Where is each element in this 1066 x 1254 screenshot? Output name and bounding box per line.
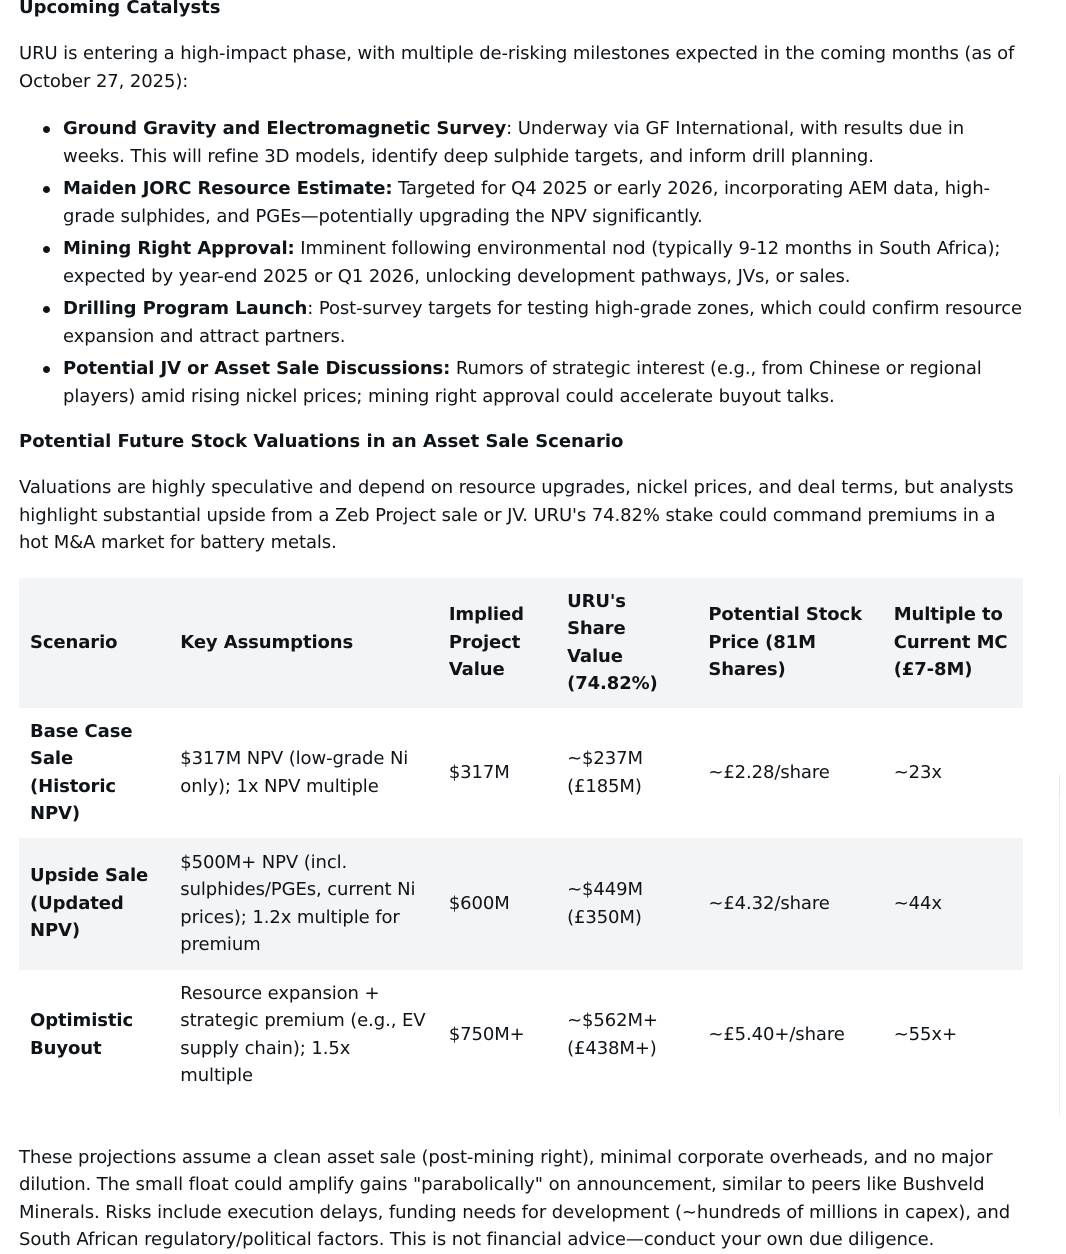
table-cell: Optimistic Buyout [30,1010,134,1059]
scroll-edge-marker [1059,797,1066,1117]
table-cell: ~£2.28/share [708,761,830,783]
table-cell: $500M+ NPV (incl. sulphides/PGEs, current Ni prices); 1.2x multiple for premium [180,851,416,955]
catalyst-label: Maiden JORC Resource Estimate: [63,178,393,199]
catalysts-heading: Upcoming Catalysts [19,0,221,18]
table-row [19,708,1023,838]
table-cell: ~$449M (£350M) [567,879,643,928]
catalyst-label: Mining Right Approval: [63,238,295,259]
table-cell: ~£4.32/share [708,892,830,914]
table-cell: $317M [448,761,510,783]
catalyst-label: Potential JV or Asset Sale Discussions: [63,358,451,379]
column-header: URU's Share Value (74.82%) [567,590,658,694]
bullet-icon [43,126,50,133]
table-cell: ~$562M+ (£438M+) [567,1010,658,1059]
column-header: Key Assumptions [180,631,354,653]
column-header: Multiple to Current MC (£7-8M) [893,604,1008,681]
catalysts-intro: URU is entering a high-impact phase, with multiple de-risking milestones expected in the coming months (as of October 27, 2025): [19,43,1015,92]
list-item [19,175,1029,230]
table-header-row [19,578,1023,708]
table-cell: ~55x+ [893,1023,957,1045]
catalyst-label: Ground Gravity and Electromagnetic Survey [63,118,507,139]
table-cell: Base Case Sale (Historic NPV) [30,720,133,824]
list-item [19,115,1029,170]
table-row [19,970,1023,1100]
table-row [19,838,1023,970]
table-cell: ~44x [893,892,942,914]
bullet-icon [43,246,50,253]
table-cell: ~$237M (£185M) [567,748,643,797]
column-header: Scenario [30,631,118,653]
table-cell: ~£5.40+/share [708,1023,845,1045]
catalyst-text: Targeted for Q4 2025 or early 2026, incorporating AEM data, high-grade sulphides, and PGEs—potentially upgrading the NPV significantly. [63,178,990,227]
catalyst-label: Drilling Program Launch [63,298,308,319]
column-header: Potential Stock Price (81M Shares) [708,604,862,681]
catalyst-text: Imminent following environmental nod (typically 9-12 months in South Africa); expected by year-end 2025 or Q1 2026, unlocking development pathways, JVs, or sales. [63,238,1001,287]
catalyst-text: : Underway via GF International, with results due in weeks. This will refine 3D models, identify deep sulphide targets, and inform drill planning. [63,118,965,167]
catalyst-text: : Post-survey targets for testing high-grade zones, which could confirm resource expansion and attract partners. [63,298,1022,347]
list-item [19,295,1029,350]
column-header: Implied Project Value [448,604,524,681]
table-cell: $317M NPV (low-grade Ni only); 1x NPV multiple [180,748,409,797]
catalysts-list [19,115,1029,410]
list-item [19,235,1029,290]
footer-note: These projections assume a clean asset sale (post-mining right), minimal corporate overheads, and no major dilution. The small float could amplify gains "parabolically" on announcement, similar to peers like Bushveld Minerals. Risks include execution delays, funding needs for development (~hundreds of millions in capex), and South African regulatory/political factors. This is not financial advice—conduct your own due diligence. [19,1146,1011,1250]
bullet-icon [43,186,50,193]
table-cell: ~23x [893,761,942,783]
list-item [19,355,1029,410]
bullet-icon [43,366,50,373]
catalyst-text: Rumors of strategic interest (e.g., from Chinese or regional players) amid rising nickel prices; mining right approval could accelerate buyout talks. [63,358,982,407]
bullet-icon [43,306,50,313]
table-cell: Resource expansion + strategic premium (e.g., EV supply chain); 1.5x multiple [180,982,426,1086]
table-cell: $750M+ [448,1023,525,1045]
article-body [19,0,1029,1254]
table-cell: $600M [448,892,510,914]
table-cell: Upside Sale (Updated NPV) [30,865,149,942]
valuation-table [19,578,1023,1100]
valuation-heading: Potential Future Stock Valuations in an Asset Sale Scenario [19,431,624,452]
valuation-intro: Valuations are highly speculative and depend on resource upgrades, nickel prices, and deal terms, but analysts highlight substantial upside from a Zeb Project sale or JV. URU's 74.82% stake could command premiums in a hot M&A market for battery metals. [19,477,1014,553]
scroll-edge-marker [1059,775,1066,797]
